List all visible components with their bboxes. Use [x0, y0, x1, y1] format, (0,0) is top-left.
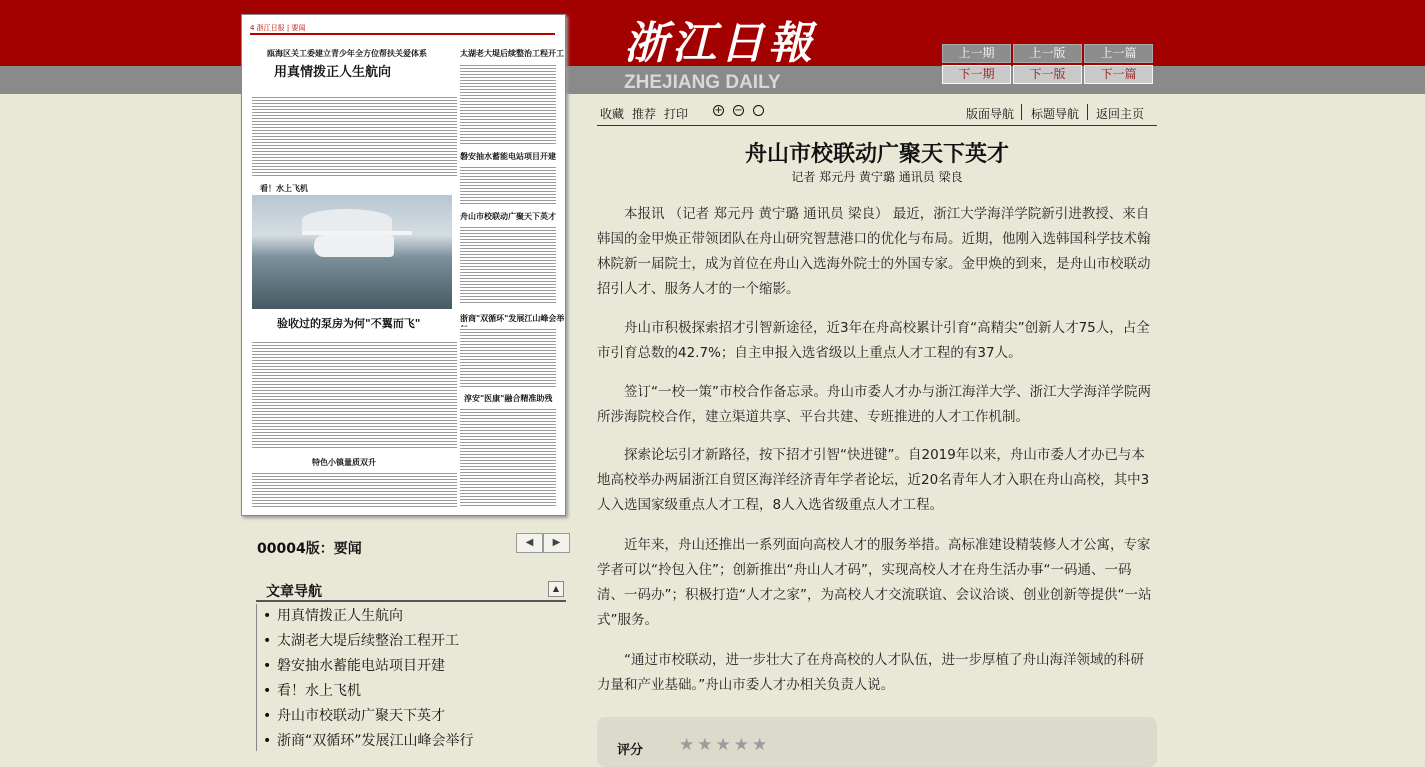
thumb-headline[interactable]: 舟山市校联动广聚天下英才	[460, 212, 556, 221]
thumb-text-block	[460, 63, 556, 145]
recommend-link[interactable]: 推荐	[632, 107, 657, 121]
article-paragraph: 近年来，舟山还推出一系列面向高校人才的服务举措。高标准建设精装修人才公寓，专家学者可以“拎包入住”；创新推出“舟山人才码”，实现高校人才在舟生活办事“一码通、一码清、一码办”；积极打造“人才之家”，为高校人才交流联谊、会议洽谈、创业创新等提供“一站式”服务。	[597, 537, 1152, 628]
article-nav-item[interactable]: • 太湖老大堤后续整治工程开工	[257, 629, 567, 654]
seaplane-body	[314, 235, 394, 257]
next-page-arrow-icon[interactable]: ▶	[543, 533, 570, 553]
zoom-reset-icon[interactable]	[753, 105, 764, 116]
article-nav-item[interactable]: • 磐安抽水蓄能电站项目开建	[257, 654, 567, 679]
thumb-headline[interactable]: 验收过的泵房为何"不翼而飞"	[277, 317, 421, 330]
article-paragraph: 舟山市积极探索招才引智新途径，近3年在舟高校累计引育“高精尖”创新人才75人，占全市引育总数的42.7%；自主申报入选省级以上重点人才工程的有37人。	[597, 320, 1150, 361]
logo-english: ZHEJIANG DAILY	[624, 72, 781, 93]
collapse-icon[interactable]: ▲	[548, 581, 564, 597]
prev-page-arrow-icon[interactable]: ◀	[516, 533, 543, 553]
zhejiang-daily-logo[interactable]	[624, 18, 824, 94]
article-nav-list	[256, 604, 567, 751]
next-article-button[interactable]: 下一篇	[1084, 65, 1153, 84]
article-nav-item[interactable]: • 浙商“双循环”发展江山峰会举行	[257, 729, 567, 754]
article-nav-item[interactable]: • 舟山市校联动广聚天下英才	[257, 704, 567, 729]
article-byline: 记者 郑元丹 黄宁璐 通讯员 梁良	[791, 170, 963, 184]
page-label: 00004版：要闻	[257, 541, 362, 557]
thumb-text-block	[252, 471, 457, 509]
toolbar-separator	[1087, 104, 1088, 120]
rating-label: 评分	[617, 743, 644, 758]
prev-issue-button[interactable]: 上一期	[942, 44, 1011, 63]
logo-chinese: 浙江日報	[624, 18, 816, 69]
article-paragraph: 签订“一校一策”市校合作备忘录。舟山市委人才办与浙江海洋大学、浙江大学海洋学院两所涉海院校合作，建立渠道共享、平台共建、专班推进的人才工作机制。	[597, 384, 1151, 425]
stadium-dome	[302, 209, 392, 231]
prev-article-button[interactable]: 上一篇	[1084, 44, 1153, 63]
rating-panel	[597, 717, 1157, 767]
article-nav-title: 文章导航	[266, 584, 322, 600]
title-nav-link[interactable]: 标题导航	[1031, 107, 1080, 121]
zoom-out-icon[interactable]: −	[734, 105, 743, 116]
article-nav-divider	[256, 600, 566, 602]
article-nav-item[interactable]: • 用真情拨正人生航向	[257, 604, 567, 629]
thumb-caption[interactable]: 看！水上飞机	[260, 184, 308, 193]
layout-nav-link[interactable]: 版面导航	[966, 107, 1015, 121]
next-page-button[interactable]: 下一版	[1013, 65, 1082, 84]
newspaper-page-thumbnail[interactable]	[241, 14, 566, 516]
zoom-in-icon[interactable]: +	[714, 105, 723, 116]
thumb-headline[interactable]: 特色小镇量质双升	[312, 458, 376, 467]
thumb-subheadline[interactable]: 瓯海区关工委建立青少年全方位帮扶关爱体系	[267, 49, 427, 58]
home-link[interactable]: 返回主页	[1096, 107, 1145, 121]
thumb-text-block	[252, 95, 457, 177]
thumb-headline[interactable]: 淳安"医康"融合精准助残	[464, 394, 553, 403]
print-link[interactable]: 打印	[664, 107, 689, 121]
thumb-text-block	[460, 327, 556, 387]
collect-link[interactable]: 收藏	[600, 107, 625, 121]
thumb-text-block	[460, 407, 556, 507]
article-nav-item[interactable]: • 看！水上飞机	[257, 679, 567, 704]
thumb-text-block	[252, 340, 457, 450]
thumb-headline[interactable]: 用真情拨正人生航向	[274, 65, 392, 80]
seaplane-photo[interactable]	[252, 195, 452, 309]
thumbnail-header: 4 浙江日报 | 要闻	[250, 23, 555, 35]
article-paragraph: 本报讯 （记者 郑元丹 黄宁璐 通讯员 梁良） 最近，浙江大学海洋学院新引进教授、来自韩国的金甲焕正带领团队在舟山研究智慧港口的优化与布局。近期，他刚入选韩国科学技术翰林院新一届院士，成为首位在舟山入选海外院士的外国专家。金甲焕的到来，是舟山市校联动招引人才、服务人才的一个缩影。	[597, 206, 1151, 297]
toolbar-separator	[1021, 104, 1022, 120]
thumb-text-block	[460, 225, 556, 305]
article-paragraph: “通过市校联动，进一步壮大了在舟高校的人才队伍，进一步厚植了舟山海洋领域的科研力量和产业基础。”舟山市委人才办相关负责人说。	[597, 652, 1144, 693]
next-issue-button[interactable]: 下一期	[942, 65, 1011, 84]
rating-stars-icon[interactable]: ★★★★★	[679, 735, 771, 755]
article-title: 舟山市校联动广聚天下英才	[744, 142, 1009, 167]
thumb-headline[interactable]: 太湖老大堤后续整治工程开工	[460, 49, 564, 58]
article-toolbar	[597, 103, 1157, 126]
thumb-headline[interactable]: 浙商"双循环"发展江山峰会举	[460, 314, 565, 323]
prev-page-button[interactable]: 上一版	[1013, 44, 1082, 63]
thumb-headline[interactable]: 磐安抽水蓄能电站项目开建	[460, 152, 556, 161]
article-paragraph: 探索论坛引才新路径，按下招才引智“快进键”。自2019年以来，舟山市委人才办已与本地高校举办两届浙江自贸区海洋经济青年学者论坛，近20名青年人才入职在舟山高校，其中3人入选国家级重点人才工程，8人入选省级重点人才工程。	[597, 447, 1150, 513]
thumb-text-block	[460, 165, 556, 205]
